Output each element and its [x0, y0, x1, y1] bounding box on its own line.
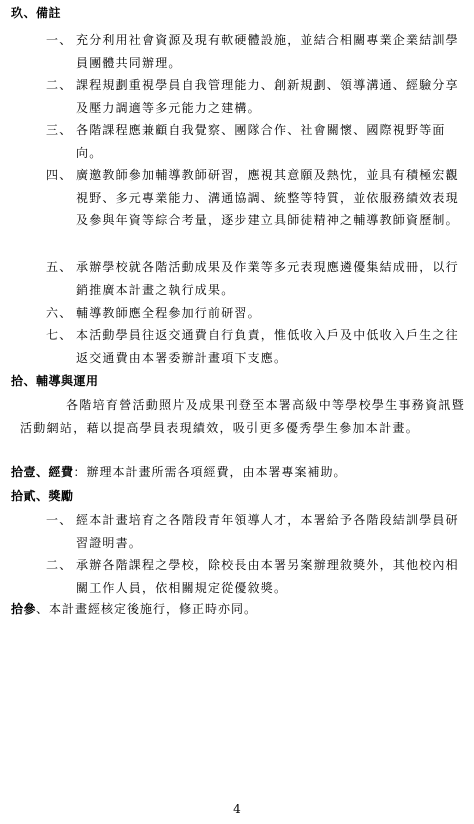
- remark-item-1: [46, 29, 464, 74]
- guidance-paragraph: 各階培育營活動照片及成果刊登至本署高級中等學校學生事務資訊暨活動網站，藉以提高學員表現績效，吸引更多優秀學生參加本計畫。: [20, 398, 466, 435]
- section-funding: [11, 462, 347, 482]
- list-number: 七、: [46, 328, 73, 342]
- list-number: 五、: [46, 260, 73, 274]
- list-text: 廣邀教師參加輔導教師研習，應視其意願及熱忱，並具有積極宏觀視野、多元專業能力、溝通協調、統整等特質，並依服務績效表現及參與年資等綜合考量，逐步建立具師徒精神之輔導教師資歷制。: [76, 168, 459, 227]
- list-text: 輔導教師應全程參加行前研習。: [76, 306, 261, 320]
- remark-item-7: [46, 324, 464, 369]
- list-number: 四、: [46, 168, 73, 182]
- remark-item-2: [46, 74, 464, 119]
- remark-item-6: [46, 302, 464, 325]
- list-text: 承辦各階課程之學校，除校長由本署另案辦理敘獎外，其他校內相關工作人員，依相關規定從優敘獎。: [76, 558, 459, 595]
- section-heading-rewards: 拾貳、獎勵: [11, 489, 74, 503]
- list-number: 三、: [46, 123, 73, 137]
- section-heading-funding: 拾壹、經費: [11, 465, 74, 479]
- remark-item-3: [46, 119, 464, 164]
- section-heading-guidance: 拾、輔導與運用: [11, 374, 99, 388]
- reward-item-2: [46, 554, 464, 599]
- section-heading-remarks: 玖、備註: [11, 6, 62, 20]
- list-text: 課程規劃重視學員自我管理能力、創新規劃、領導溝通、經驗分享及壓力調適等多元能力之建構。: [76, 78, 459, 115]
- list-text: 經本計畫培育之各階段青年領導人才，本署給予各階段結訓學員研習證明書。: [76, 513, 459, 550]
- funding-text: ：辦理本計畫所需各項經費，由本署專案補助。: [73, 465, 347, 479]
- remark-item-4: [46, 164, 464, 232]
- remark-item-5: [46, 256, 464, 301]
- list-number: 一、: [46, 513, 73, 527]
- section-effective: [11, 599, 257, 619]
- list-number: 二、: [46, 558, 73, 572]
- page-number: 4: [233, 802, 241, 816]
- list-number: 二、: [46, 78, 73, 92]
- reward-item-1: [46, 509, 464, 554]
- list-text: 充分利用社會資源及現有軟硬體設施，並結合相關專業企業結訓學員團體共同辦理。: [76, 33, 459, 70]
- list-number: 一、: [46, 33, 73, 47]
- list-text: 各階課程應兼顧自我覺察、團隊合作、社會關懷、國際視野等面向。: [76, 123, 446, 160]
- effective-text: 、本計畫經核定後施行，修正時亦同。: [36, 602, 258, 616]
- list-number: 六、: [46, 306, 73, 320]
- list-text: 承辦學校就各階活動成果及作業等多元表現應遴優集結成冊，以行銷推廣本計畫之執行成果。: [76, 260, 459, 297]
- list-text: 本活動學員往返交通費自行負責，惟低收入戶及中低收入戶生之往返交通費由本署委辦計畫項下支應。: [76, 328, 459, 365]
- section-heading-effective: 拾參: [11, 602, 37, 616]
